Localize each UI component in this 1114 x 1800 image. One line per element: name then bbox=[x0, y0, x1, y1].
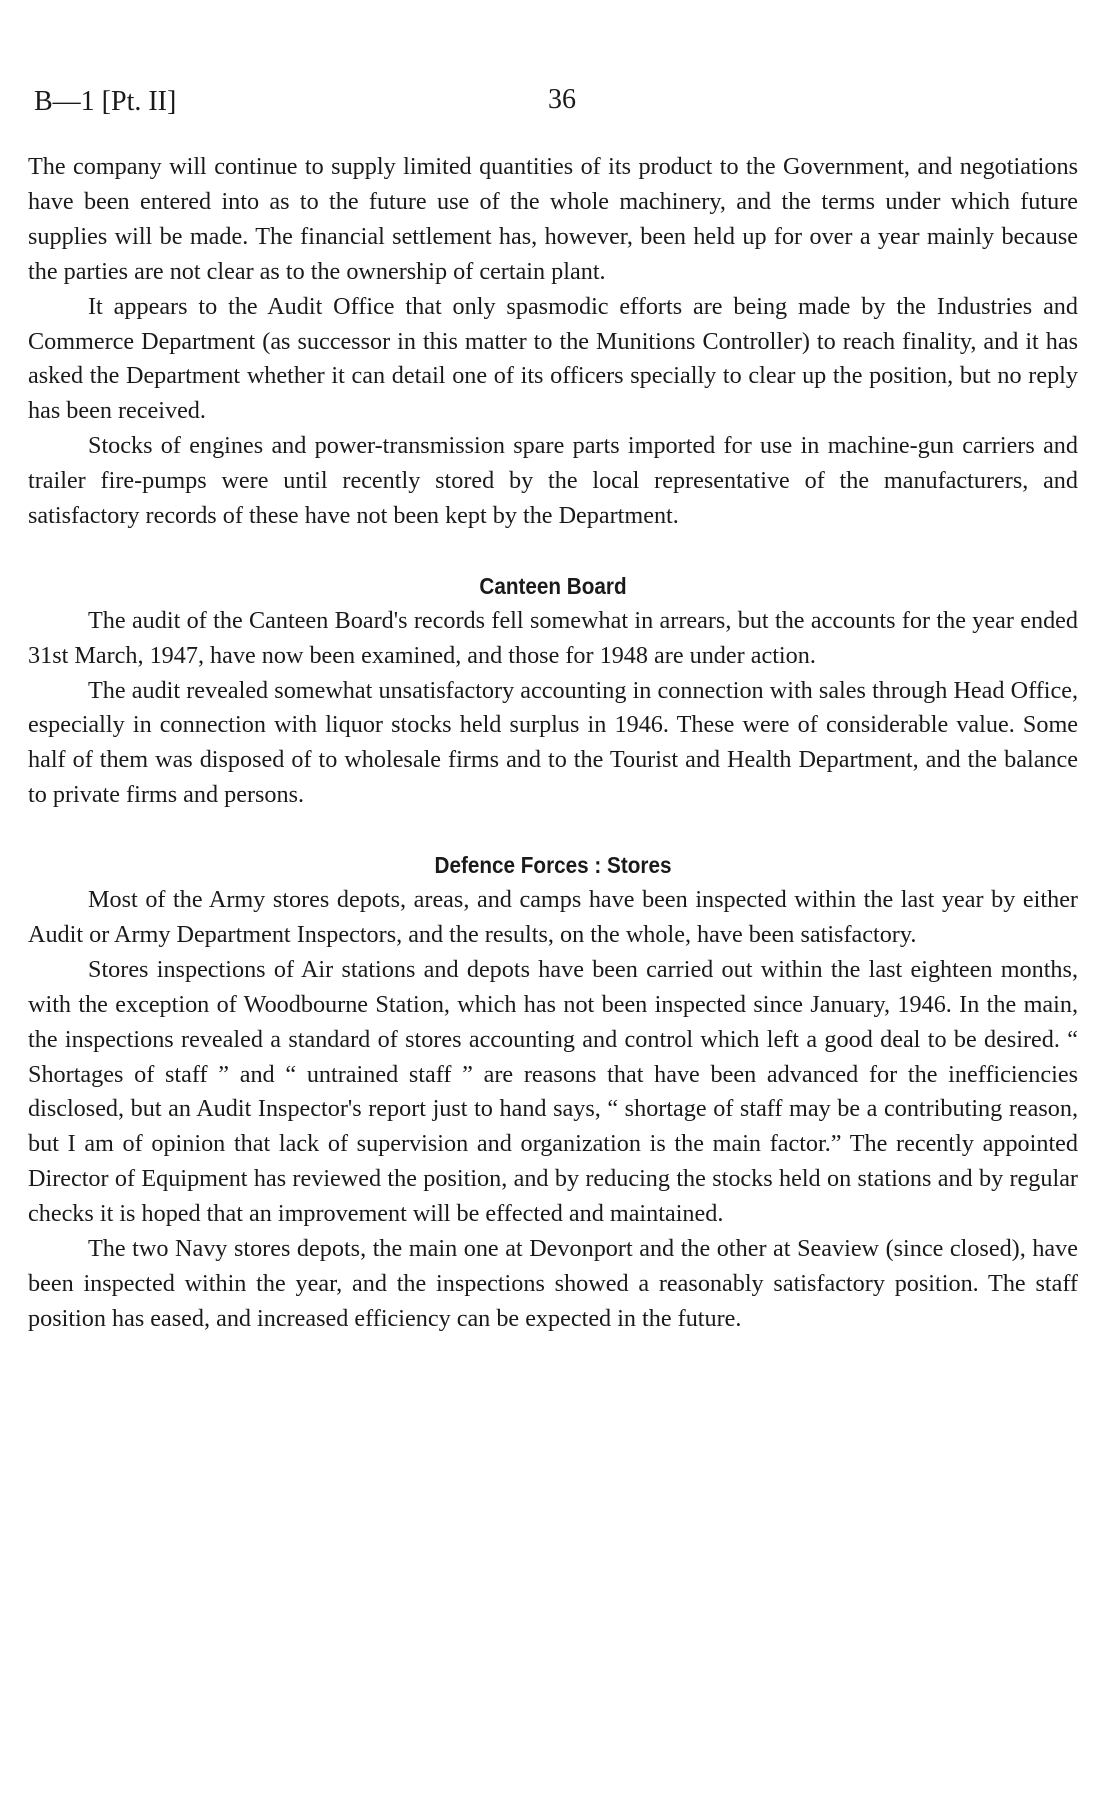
document-reference: B—1 [Pt. II] bbox=[34, 86, 177, 117]
section-heading-defence-forces-stores: Defence Forces : Stores bbox=[434, 852, 672, 879]
page-number: 36 bbox=[548, 84, 576, 115]
paragraph-canteen-accounting: The audit revealed somewhat unsatisfactory accounting in connection with sales through Head Office, especially in connection with liquor stocks held surplus in 1946. These were of considerable value. Some half of them was disposed of to wholesale firms and to the Tourist and Health Department, and the balance to private firms and persons. bbox=[28, 676, 1078, 809]
paragraph-navy-depots: The two Navy stores depots, the main one at Devonport and the other at Seaview (since closed), have been inspected within the year, and the inspections showed a reasonably satisfactory position. The staff position has eased, and increased efficiency can be expected in the future. bbox=[28, 1235, 1078, 1332]
section-spacer bbox=[28, 534, 1078, 569]
running-header bbox=[28, 86, 1086, 126]
paragraph-canteen-audit: The audit of the Canteen Board's records fell somewhat in arrears, but the accounts for the year ended 31st March, 1947, have now been examined, and those for 1948 are under action. bbox=[28, 606, 1078, 669]
paragraph-army-stores: Most of the Army stores depots, areas, and camps have been inspected within the last year by either Audit or Army Department Inspectors, and the results, on the whole, have been satisfactory. bbox=[28, 885, 1078, 948]
paragraph-stocks-engines: Stocks of engines and power-transmission spare parts imported for use in machine-gun carriers and trailer fire-pumps were until recently stored by the local representative of the manufacturers, and satisfactory records of these have not been kept by the Department. bbox=[28, 432, 1078, 530]
body-text bbox=[28, 150, 1078, 1337]
paragraph-company-supply: The company will continue to supply limited quantities of its product to the Government, and negotiations have been entered into as to the future use of the whole machinery, and the terms under which future supplies will be made. The financial settlement has, however, been held up for over a year mainly because the parties are not clear as to the ownership of certain plant. bbox=[28, 153, 1078, 285]
section-heading-canteen-board: Canteen Board bbox=[479, 572, 627, 599]
paragraph-audit-office: It appears to the Audit Office that only spasmodic efforts are being made by the Industries and Commerce Department (as successor in this matter to the Munitions Controller) to reach finality, and it has asked the Department whether it can detail one of its officers specially to clear up the position, but no reply has been received. bbox=[28, 292, 1078, 425]
section-spacer bbox=[28, 813, 1078, 848]
paragraph-air-stations: Stores inspections of Air stations and depots have been carried out within the last eighteen months, with the exception of Woodbourne Station, which has not been inspected since January, 1946. In the main, the inspections revealed a standard of stores accounting and control which left a good deal to be desired. “ Shortages of staff ” and “ untrained staff ” are reasons that have been advanced for the inefficiencies disclosed, but an Audit Inspector's report just to hand says, “ shortage of staff may be a contributing reason, but I am of opinion that lack of supervision and organization is the main factor.” The recently appointed Director of Equipment has reviewed the position, and by reducing the stocks held on stations and by regular checks it is hoped that an improvement will be effected and maintained. bbox=[28, 955, 1078, 1228]
document-page bbox=[28, 0, 1086, 1800]
